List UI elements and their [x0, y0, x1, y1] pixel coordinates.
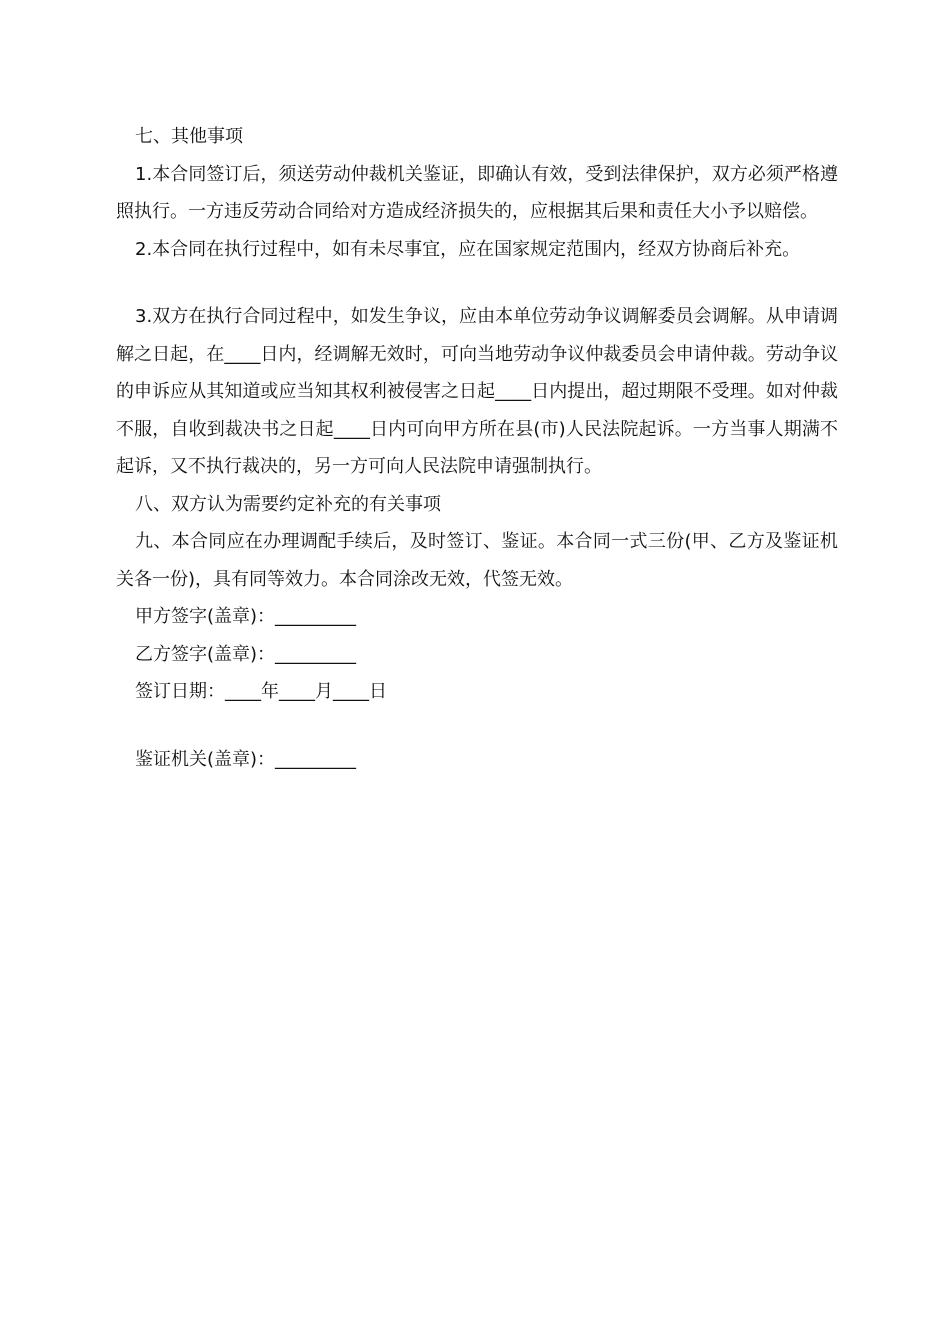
authority-signature-line: 鉴证机关(盖章)：_________: [135, 748, 357, 770]
section-9-text: 九、本合同应在办理调配手续后，及时签订、鉴证。本合同一式三份(甲、乙方及鉴证机关各一份)，具有同等效力。本合同涂改无效，代签无效。: [116, 531, 838, 590]
section-7-heading: 七、其他事项: [135, 126, 243, 147]
section-7-item-1: 1.本合同签订后，须送劳动仲裁机关鉴证，即确认有效，受到法律保护，双方必须严格遵照执行。一方违反劳动合同给对方造成经济损失的，应根据其后果和责任大小予以赔偿。: [116, 163, 838, 222]
party-a-signature-line: 甲方签字(盖章)：_________: [135, 606, 357, 627]
section-8-heading: 八、双方认为需要约定补充的有关事项: [135, 493, 441, 515]
signing-date-line: 签订日期：____年____月____日: [135, 681, 387, 702]
section-7-item-2: 2.本合同在执行过程中，如有未尽事宜，应在国家规定范围内，经双方协商后补充。: [135, 238, 801, 260]
party-b-signature-line: 乙方签字(盖章)：_________: [135, 643, 357, 665]
contract-page: [116, 118, 838, 778]
spacer: [116, 711, 838, 741]
spacer: [116, 268, 838, 298]
section-7-item-3: 3.双方在执行合同过程中，如发生争议，应由本单位劳动争议调解委员会调解。从申请调解之日起，在____日内，经调解无效时，可向当地劳动争议仲裁委员会申请仲裁。劳动争议的申诉应从其知道或应当知其权利被侵害之日起____日内提出，超过期限不受理。如对仲裁不服，自收到裁决书之日起____日内可向甲方所在县(市)人民法院起诉。一方当事人期满不起诉，又不执行裁决的，另一方可向人民法院申请强制执行。: [116, 306, 838, 477]
